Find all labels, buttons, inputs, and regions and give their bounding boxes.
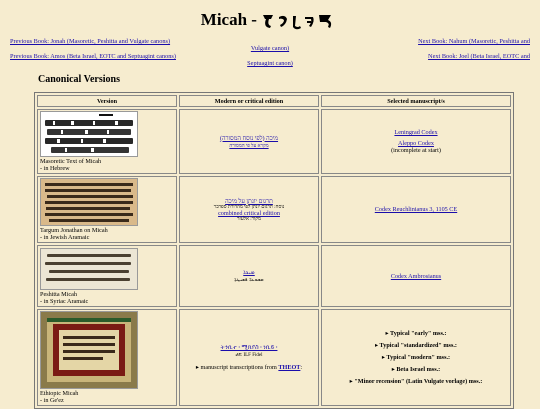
previous-book-jonah-link[interactable]: Previous Book: Jonah (Masoretic, Peshitta and Vulgate canons): [10, 38, 171, 45]
previous-book-amos-link[interactable]: Previous Book: Amos (Beta Israel, EOTC and Septuagint canons): [10, 53, 176, 60]
nav-previous-jonah: [10, 38, 170, 45]
header-edition: Modern or critical edition: [179, 95, 319, 107]
edition-cell: [179, 245, 319, 307]
version-cell: [37, 109, 177, 174]
table-row: [37, 109, 511, 174]
next-book-nahum-link[interactable]: Next Book: Nahum (Masoretic, Peshitta and: [418, 38, 530, 45]
version-cell: [37, 245, 177, 307]
vulgate-canon-link[interactable]: Vulgate canon): [250, 45, 290, 52]
codex-ambrosianus-link[interactable]: Codex Ambrosianus: [390, 272, 442, 280]
next-book-joel-link[interactable]: Next Book: Joel (Beta Israel, EOTC and: [428, 53, 530, 60]
nav-vulgate-canon: [0, 45, 540, 52]
edition-cell: [179, 109, 319, 174]
peshitta-manuscript-image[interactable]: [40, 248, 138, 290]
mss-standardized[interactable]: ▸ Typical "standardized" mss.:: [375, 341, 457, 349]
nav-septuagint-canon: [0, 60, 540, 67]
edition-link[interactable]: מיכה (לפי נוסח המסורה): [219, 134, 279, 142]
header-manuscripts: Selected manuscript/s: [321, 95, 511, 107]
manuscripts-cell: [321, 309, 511, 406]
version-name: Ethiopic Micah: [40, 390, 79, 397]
edition-source-2: מקור: אלעזר: [236, 216, 262, 222]
mss-early[interactable]: ▸ Typical "early" mss.:: [385, 329, 447, 337]
header-version: Version: [37, 95, 177, 107]
version-name: Targum Jonathan on Micah: [40, 227, 108, 234]
page-title: [0, 10, 540, 31]
table-header-row: [37, 95, 511, 107]
version-name: Peshitta Micah: [40, 290, 77, 298]
aleppo-codex-link[interactable]: Aleppo Codex: [398, 140, 434, 147]
version-language: - in Ge'ez: [40, 397, 64, 404]
section-heading: Canonical Versions: [38, 74, 120, 85]
title-latin: Micah -: [200, 10, 257, 29]
transcriptions-note-text: ▸ manuscript transcriptions from: [195, 364, 277, 371]
edition-cell: [179, 309, 319, 406]
canonical-versions-table: [34, 92, 514, 409]
edition-source-link[interactable]: מקרא על פי המסורה: [229, 143, 269, 149]
codex-reuchlinianus-link[interactable]: Codex Reuchlinianus 3, 1105 CE: [374, 206, 458, 213]
nav-next-joel: [428, 53, 530, 60]
manuscripts-cell: [321, 245, 511, 307]
manuscripts-cell: [321, 109, 511, 174]
version-language: - in Jewish Aramaic: [40, 234, 90, 241]
nav-next-nahum: [418, 38, 530, 45]
transcriptions-note: [182, 364, 316, 371]
manuscript-note: (incomplete at start): [391, 147, 441, 154]
mss-beta-israel[interactable]: ▸ Beta Israel mss.:: [391, 365, 441, 373]
table-row: [37, 176, 511, 243]
version-cell: [37, 176, 177, 243]
edition-cell: [179, 176, 319, 243]
version-language: - in Syriac Aramaic: [40, 297, 89, 305]
ethiopic-manuscript-image[interactable]: [40, 311, 138, 389]
version-cell: [37, 309, 177, 406]
combined-critical-edition-link[interactable]: combined critical edition: [218, 209, 280, 217]
table-row: [37, 309, 511, 406]
table-row: [37, 245, 511, 307]
theot-link[interactable]: THEOT: [278, 364, 301, 371]
mss-minor-recension[interactable]: ▸ "Minor recension" (Latin Vulgate vorlage) mss.:: [349, 377, 483, 385]
edition-source: ܡܒܘܥܐ: ܦܫܝܛܬܐ: [234, 278, 264, 283]
manuscripts-cell: [321, 176, 511, 243]
leningrad-codex-link[interactable]: Leningrad Codex: [394, 129, 438, 136]
targum-manuscript-image[interactable]: [40, 178, 138, 226]
edition-source-text: ሀደ: ILF Fidel: [235, 353, 263, 358]
edition-link[interactable]: תרגום יונתן על מיכה: [225, 197, 273, 205]
version-language: - in Hebrew: [40, 165, 70, 172]
edition-link[interactable]: ܡܝܟܐ: [243, 269, 255, 276]
version-name: Masoretic Text of Micah: [40, 158, 102, 165]
edition-link[interactable]: ትንቢተ ፡ ሚክያስ ፡ ነቢይ ፡: [220, 344, 278, 351]
title-ethiopic-glyphs: [261, 11, 339, 31]
edition-source: נוסח: תרגום יונתן לפי מהדורת ספרבר: [213, 204, 285, 210]
hebrew-manuscript-image[interactable]: [40, 111, 138, 157]
mss-modern[interactable]: ▸ Typical "modern" mss.:: [381, 353, 451, 361]
septuagint-canon-link[interactable]: Septuagint canon): [247, 60, 293, 67]
nav-previous-amos: [10, 53, 176, 60]
edition-source: [182, 352, 316, 358]
transcriptions-note-end: :: [300, 364, 303, 371]
